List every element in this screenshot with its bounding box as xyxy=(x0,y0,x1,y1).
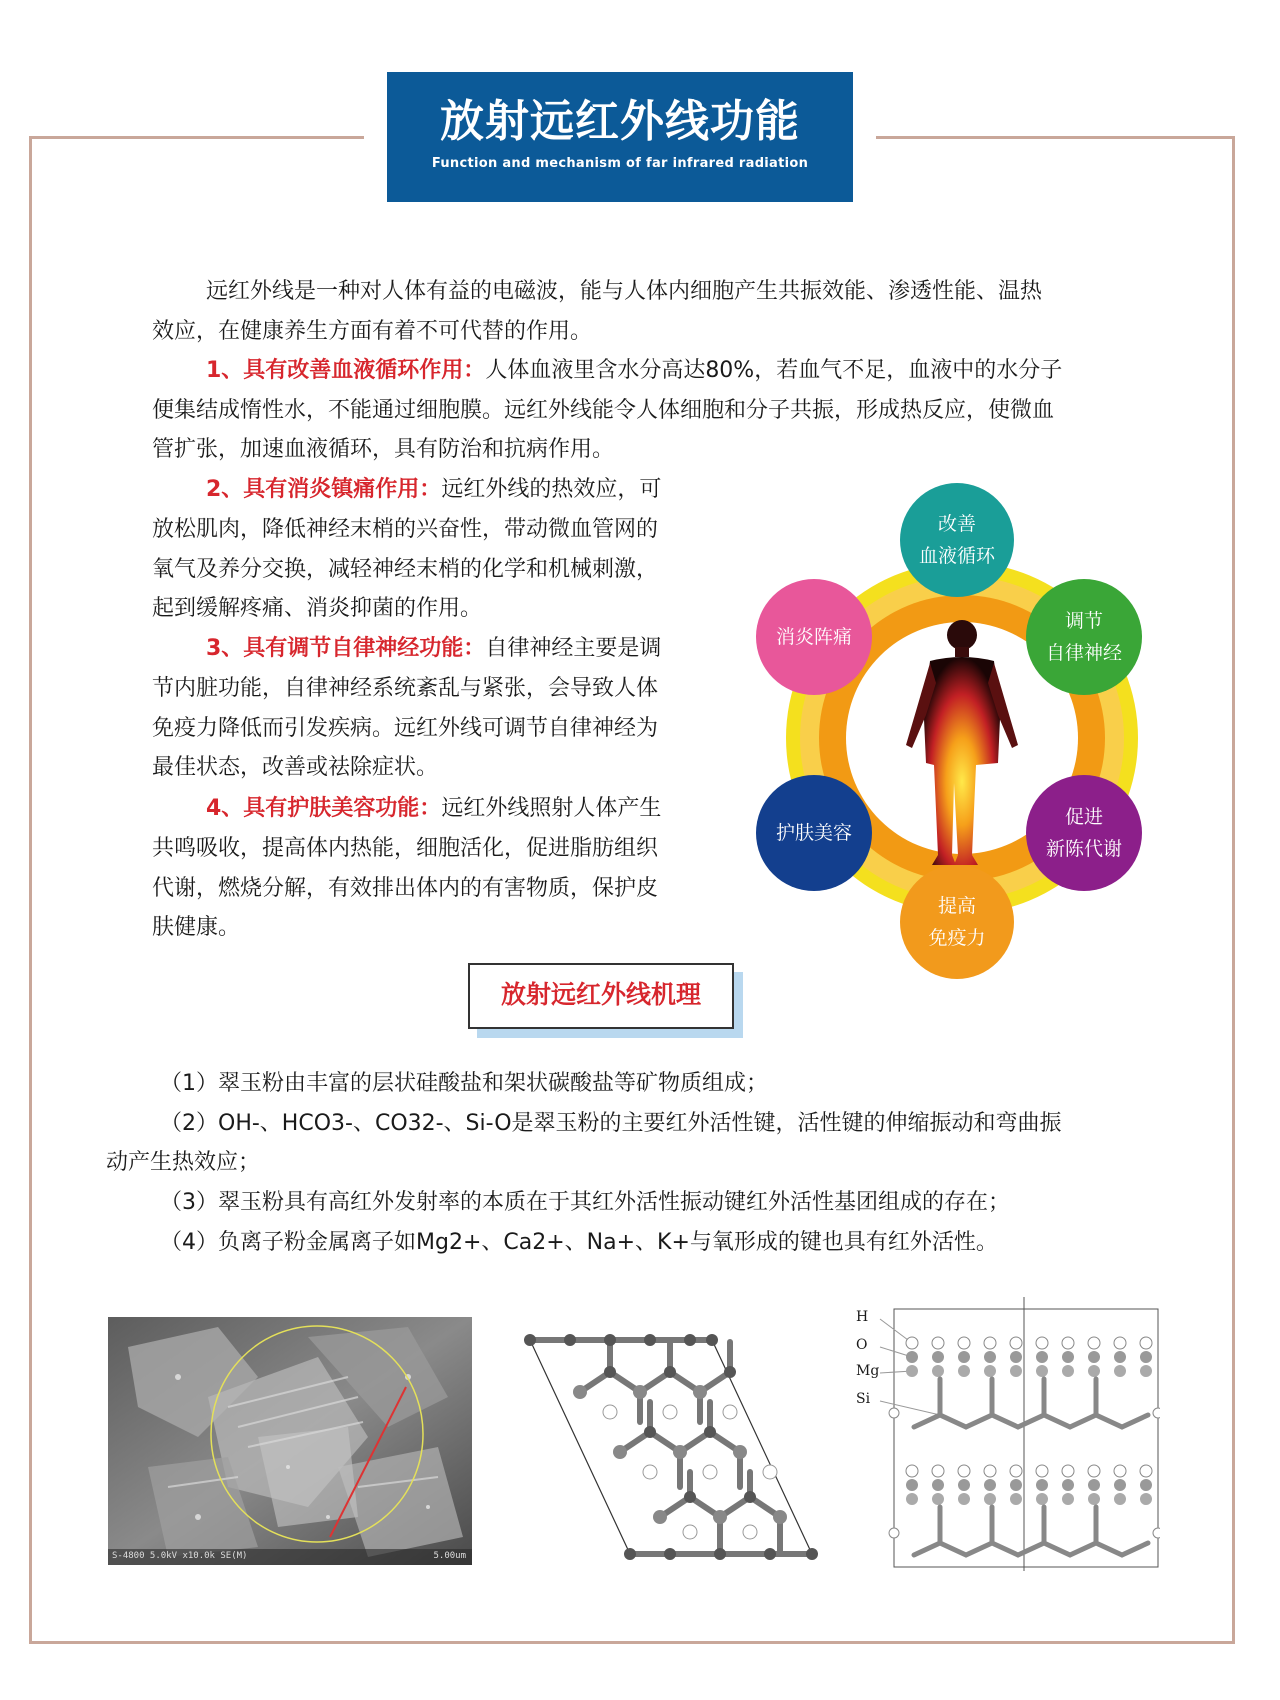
bubble-metabolism: 促进 新陈代谢 xyxy=(1026,775,1142,891)
function-4-line-1: 4、具有护肤美容功能：远红外线照射人体产生 xyxy=(206,796,662,821)
sem-image xyxy=(108,1317,472,1565)
mechanism-item-2: （2）OH-、HCO3-、CO32-、Si-O是翠玉粉的主要红外活性键，活性键的伸缩振动和弯曲振 xyxy=(160,1111,1062,1136)
function-4-line-3: 代谢，燃烧分解，有效排出体内的有害物质，保护皮 xyxy=(152,876,659,901)
function-2-line-1: 2、具有消炎镇痛作用：远红外线的热效应，可 xyxy=(206,477,662,502)
label-mg: Mg xyxy=(856,1363,880,1379)
bubble-blood-circulation: 改善 血液循环 xyxy=(900,483,1014,597)
bubble-autonomic-nerve: 调节 自律神经 xyxy=(1026,579,1142,695)
function-2-heading: 2、具有消炎镇痛作用： xyxy=(206,477,442,502)
function-3-heading: 3、具有调节自律神经功能： xyxy=(206,636,486,661)
crystal-lattice-image xyxy=(520,1322,820,1562)
function-2-line-4: 起到缓解疼痛、消炎抑菌的作用。 xyxy=(152,596,483,621)
label-o: O xyxy=(856,1337,868,1353)
function-2-line-2: 放松肌肉，降低神经末梢的兴奋性，带动微血管网的 xyxy=(152,517,659,542)
bubble-anti-inflammation: 消炎阵痛 xyxy=(756,579,872,695)
label-si: Si xyxy=(856,1391,871,1407)
function-1-heading: 1、具有改善血液循环作用： xyxy=(206,358,486,383)
bubble-skin-care: 护肤美容 xyxy=(756,775,872,891)
mechanism-item-1: （1）翠玉粉由丰富的层状硅酸盐和架状碳酸盐等矿物质组成； xyxy=(160,1071,768,1096)
mechanism-item-3: （3）翠玉粉具有高红外发射率的本质在于其红外活性振动键红外活性基团组成的存在； xyxy=(160,1190,1010,1215)
function-1-line-3: 管扩张，加速血液循环，具有防治和抗病作用。 xyxy=(152,437,615,462)
layered-structure-icon xyxy=(850,1297,1160,1571)
mechanism-item-4: （4）负离子粉金属离子如Mg2+、Ca2+、Na+、K+与氧形成的键也具有红外活性。 xyxy=(160,1230,998,1255)
function-1-line-1: 1、具有改善血液循环作用：人体血液里含水分高达80%，若血气不足，血液中的水分子 xyxy=(206,358,1063,383)
sem-caption-right: 5.00um xyxy=(433,1551,466,1561)
page-title: 放射远红外线功能 xyxy=(440,96,800,147)
mechanism-item-2-cont: 动产生热效应； xyxy=(106,1150,261,1175)
function-3-line-4: 最佳状态，改善或祛除症状。 xyxy=(152,755,439,780)
mechanism-title: 放射远红外线机理 xyxy=(468,963,734,1029)
sem-micrograph xyxy=(108,1317,472,1565)
function-4-line-2: 共鸣吸收，提高体内热能，细胞活化，促进脂肪组织 xyxy=(152,836,659,861)
intro-line-1: 远红外线是一种对人体有益的电磁波，能与人体内细胞产生共振效能、渗透性能、温热 xyxy=(206,279,1043,304)
function-3-line-3: 免疫力降低而引发疾病。远红外线可调节自律神经为 xyxy=(152,716,659,741)
function-4-line-4: 肤健康。 xyxy=(152,915,241,940)
function-1-line-2: 便集结成惰性水，不能通过细胞膜。远红外线能令人体细胞和分子共振，形成热反应，使微血 xyxy=(152,398,1055,423)
intro-line-2: 效应，在健康养生方面有着不可代替的作用。 xyxy=(152,319,593,344)
function-3-line-1: 3、具有调节自律神经功能：自律神经主要是调 xyxy=(206,636,662,661)
function-4-heading: 4、具有护肤美容功能： xyxy=(206,796,442,821)
benefits-diagram xyxy=(756,483,1142,979)
lattice-structure-icon xyxy=(520,1322,820,1562)
function-2-line-3: 氧气及养分交换，减轻神经末梢的化学和机械刺激， xyxy=(152,557,659,582)
function-3-line-2: 节内脏功能，自律神经系统紊乱与紧张，会导致人体 xyxy=(152,676,659,701)
label-h: H xyxy=(856,1309,869,1325)
layered-structure-image xyxy=(850,1297,1160,1571)
page-subtitle: Function and mechanism of far infrared radiation xyxy=(431,156,809,171)
header-banner xyxy=(387,72,853,202)
bubble-immunity: 提高 免疫力 xyxy=(900,865,1014,979)
sem-caption-left: S-4800 5.0kV x10.0k SE(M) xyxy=(112,1551,248,1561)
